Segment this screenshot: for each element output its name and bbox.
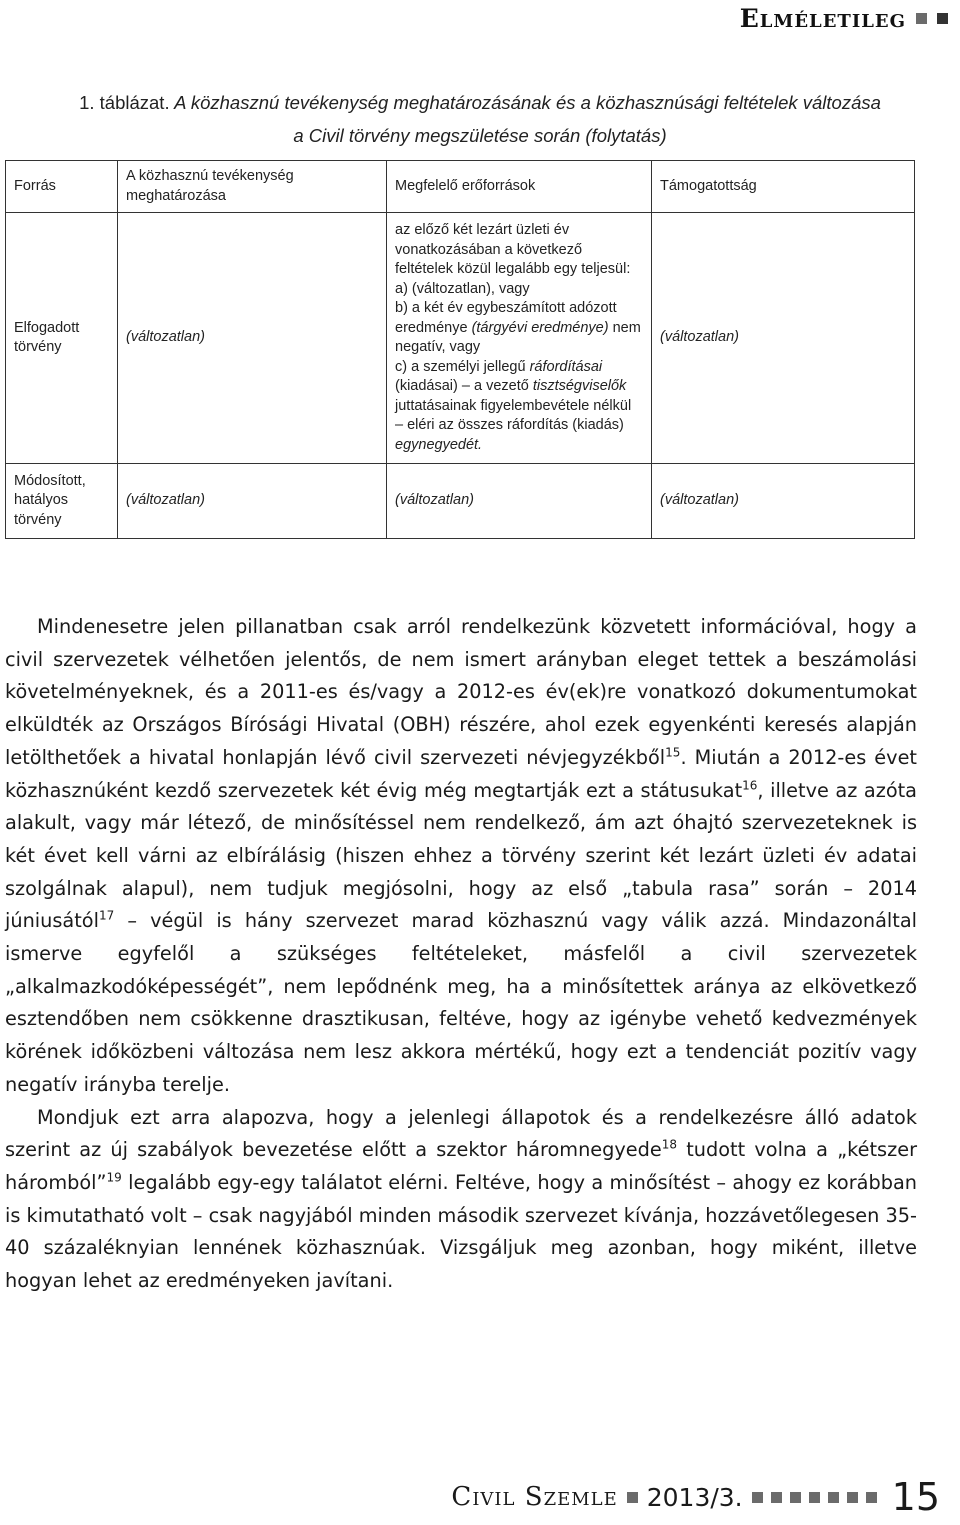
body-text [5,611,917,1298]
page-number: 15 [891,1475,940,1519]
paragraph-text: . Miután a 2012-es évet közhasznúként kezdő szervezetek két évig még megtartják ezt a státusukat [5,745,917,802]
footnote-ref[interactable]: 16 [742,778,758,793]
paragraph-text: , illetve az azóta alakult, vagy már létező, de minősítéssel nem rendelkező, ám azt óhajtó szervezeteknek is két évet kell várni az elbírálásig (hiszen ehhez a törvény szerint két lezárt üzleti év adatai szolgálnak alapul), nem tudjuk megjósolni, hogy az első „tabula rasa” során – 2014 júniusától [5,778,917,933]
footnote-ref[interactable]: 17 [98,908,115,923]
resources-b [395,299,643,358]
square-ornament-icon [937,13,948,24]
journal-name: Civil Szemle [451,1482,618,1512]
header-cell-definition: A közhasznú tevékenység meghatározása [118,161,387,213]
cell-source: Módosított, hatályos törvény [6,464,118,539]
header-cell-source: Forrás [6,161,118,213]
legal-changes-table [5,160,915,539]
paragraph [5,611,917,1102]
table-caption [0,86,960,152]
table-caption-number: 1. táblázat. [79,92,170,113]
footnote-ref[interactable]: 15 [665,745,681,760]
square-ornament-icon [809,1492,820,1503]
resources-c-text1: c) a személyi jellegű [395,358,530,375]
paragraph-text: legalább egy-egy találatot elérni. Feltéve, hogy a minősítést – ahogy ez korábban is kimutatható volt – csak nagyjából minden második szervezet kívánja, hozzávetőlegesen 35-40 százaléknyian lennének közhasznúak. Vizsgáljuk meg azonban, hogy miként, illetve hogyan lehet az eredményeken javítani. [5,1170,917,1293]
resources-c-text3: juttatásainak figyelembevétele nélkül – eléri az összes ráfordítás (kiadás) [395,397,632,433]
table-caption-title: A közhasznú tevékenység meghatározásának és a közhasznúsági feltételek változása [174,92,881,113]
square-ornament-icon [847,1492,858,1503]
paragraph-text: tudott volna a „kétszer háromból” [5,1138,917,1194]
square-ornament-icon [771,1492,782,1503]
table-caption-line2: a Civil törvény megszületése során (folytatás) [293,125,667,146]
resources-intro: az előző két lezárt üzleti év vonatkozásában a következő feltételek közül legalább egy teljesül: [395,222,631,277]
square-ornament-icon [752,1492,763,1503]
paragraph-text: – végül is hány szervezet marad közhasznú vagy válik azzá. Mindazonáltal ismerve egyfelől a szükséges feltételeket, másfelől a civil szervezetek „alkalmazkodóképességét”, nem lepődnénk meg, ha a minősítettek aránya az elkövetkező esztendőben nem csökkenne drasztikusan, feltéve, hogy az igénybe vehető kedvezmények körének időközbeni változása nem lesz akkora mértékű, hogy ezt a tendenciát pozitív vagy negatív irányba terelje. [5,909,917,1096]
page-footer [451,1475,940,1519]
table-caption-line1 [0,86,960,119]
square-ornament-icon [828,1492,839,1503]
cell-definition: (változatlan) [118,213,387,464]
resources-b-italic: (tárgyévi eredménye) [471,319,609,336]
resources-b-tail: nem negatív, vagy [395,319,641,355]
square-ornament-icon [916,13,927,24]
issue-number: 2013/3. [646,1482,743,1512]
cell-source: Elfogadott törvény [6,213,118,464]
table-header-row [6,161,915,213]
cell-support: (változatlan) [652,464,915,539]
section-title: Elméletileg [739,3,906,33]
resources-c-italic2: tisztségviselők [532,378,627,394]
table-row [6,464,915,539]
resources-c-italic3: egynegyedét. [395,436,483,453]
table-row [6,213,915,464]
resources-c-italic1: ráfordításai [529,358,603,375]
header-cell-support: Támogatottság [652,161,915,213]
footnote-ref[interactable]: 19 [106,1170,122,1185]
cell-resources [387,213,652,464]
paragraph [5,1102,917,1298]
square-ornament-icon [790,1492,801,1503]
cell-definition: (változatlan) [118,464,387,539]
header-cell-resources: Megfelelő erőforrások [387,161,652,213]
cell-resources: (változatlan) [387,464,652,539]
resources-c [395,358,643,456]
paragraph-text: Mindenesetre jelen pillanatban csak arról rendelkezünk közvetett információval, hogy a civil szervezetek vélhetően jelentős, de nem ismert arányban eleget tettek a beszámolási követelményeknek, és a 2011-es és/vagy a 2012-es év(ek)re vonatkozó dokumentumokat elküldték az Országos Bírósági Hivatal (OBH) részére, ahol ezek egyenkénti keresés alapján letölthetőek a hivatal honlapján lévő civil szervezeti névjegyzékből [5,615,917,769]
footnote-ref[interactable]: 18 [661,1137,678,1152]
resources-c-text2: (kiadásai) – a vezető [395,378,533,394]
resources-b-text: b) a két év egybeszámított adózott eredménye [395,300,617,336]
square-ornament-icon [866,1492,877,1503]
dot-row-ornament [752,1492,877,1503]
square-ornament-icon [627,1492,638,1503]
running-header [740,0,948,36]
resources-a: a) (változatlan), vagy [395,280,530,297]
paragraph-text: Mondjuk ezt arra alapozva, hogy a jelenlegi állapotok és a rendelkezésre álló adatok szerint az új szabályok bevezetése előtt a szektor háromnegyede [5,1105,917,1162]
cell-support: (változatlan) [652,213,915,464]
